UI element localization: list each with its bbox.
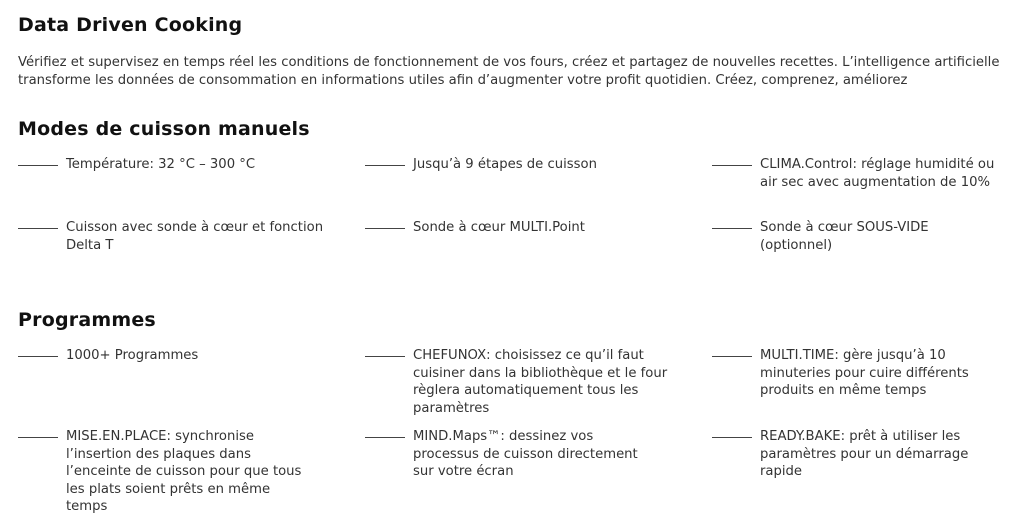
feature-label: MIND.Maps™: dessinez vos processus de cuisson directement sur votre écran (413, 429, 638, 479)
feature-label: 1000+ Programmes (66, 348, 199, 363)
dash-line (18, 356, 58, 357)
dash-line (18, 437, 58, 438)
section-title-manual: Modes de cuisson manuels (18, 118, 310, 140)
dash-line (18, 165, 58, 166)
dash-line (712, 437, 752, 438)
dash-line (18, 228, 58, 229)
feature-label: Cuisson avec sonde à cœur et fonction Delta T (66, 220, 324, 253)
feature-label: Température: 32 °C – 300 °C (66, 157, 256, 172)
dash-line (365, 228, 405, 229)
feature-label: READY.BAKE: prêt à utiliser les paramètres pour un démarrage rapide (760, 429, 969, 479)
feature-item (18, 219, 326, 254)
feature-label: Jusqu’à 9 étapes de cuisson (413, 157, 597, 172)
feature-item (18, 347, 326, 365)
feature-item (18, 428, 311, 516)
dash-line (365, 165, 405, 166)
feature-label: MISE.EN.PLACE: synchronise l’insertion des plaques dans l’enceinte de cuisson pour que tous les plats soient prêts en même temps (66, 429, 302, 514)
feature-label: Sonde à cœur MULTI.Point (413, 220, 585, 235)
dash-line (712, 356, 752, 357)
dash-line (365, 356, 405, 357)
feature-label: CHEFUNOX: choisissez ce qu’il faut cuisiner dans la bibliothèque et le four règlera automatiquement tous les paramètres (413, 348, 668, 416)
feature-item (18, 156, 326, 174)
dash-line (712, 165, 752, 166)
page-title: Data Driven Cooking (18, 14, 243, 36)
feature-label: Sonde à cœur SOUS-VIDE (optionnel) (760, 220, 929, 253)
feature-item (365, 347, 673, 417)
feature-item (712, 347, 990, 400)
feature-item (365, 428, 653, 481)
feature-item (712, 219, 940, 254)
feature-label: CLIMA.Control: réglage humidité ou air sec avec augmentation de 10% (760, 157, 995, 190)
feature-label: MULTI.TIME: gère jusqu’à 10 minuteries pour cuire différents produits en même temps (760, 348, 969, 398)
feature-item (365, 156, 673, 174)
feature-item (365, 219, 673, 237)
feature-item (712, 156, 1010, 191)
dash-line (712, 228, 752, 229)
dash-line (365, 437, 405, 438)
intro-paragraph: Vérifiez et supervisez en temps réel les conditions de fonctionnement de vos fours, créez et partagez de nouvelles recettes. L’intelligence artificielle transforme les données de consommation en informations utiles afin d’augmenter votre profit quotidien. Créez, comprenez, améliorez (18, 55, 1000, 88)
feature-item (712, 428, 990, 481)
section-title-programs: Programmes (18, 309, 156, 331)
